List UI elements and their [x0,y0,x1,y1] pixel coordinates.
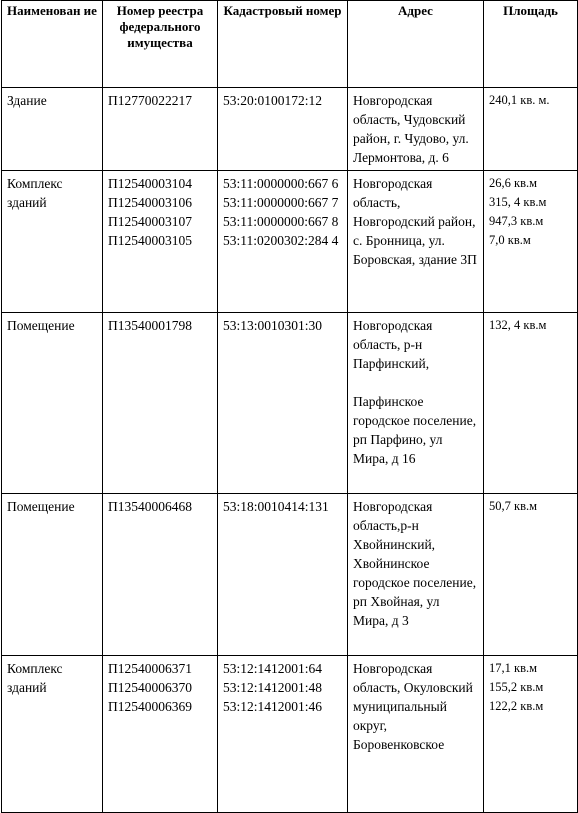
cell-cadastral [218,171,348,313]
area-value: 122,2 кв.м [489,699,544,713]
address-text: Новгородская область,р-н Хвойнинский, Хвойнинское городское поселение, рп Хвойная, ул Мира, д 3 [353,499,477,628]
header-row [2,1,578,88]
cell-address [348,171,484,313]
table-row [2,494,578,656]
address-text: Новгородская область, Чудовский район, г. Чудово, ул. Лермонтова, д. 6 [353,93,469,165]
table-row [2,88,578,171]
cadastral-number: 53:12:1412001:46 [223,699,323,714]
header-address: Адрес [348,1,484,88]
header-registry-number: Номер реестра федерального имущества [103,1,218,88]
table-row [2,656,578,813]
registry-number: П12540006369 [108,699,192,714]
header-cadastral-number: Кадастровый номер [218,1,348,88]
cadastral-number: 53:11:0200302:284 4 [223,233,339,248]
cell-name: Комплекс зданий [2,171,103,313]
area-value: 947,3 кв.м [489,214,544,228]
cell-area [484,313,578,494]
registry-number: П12540003104 [108,176,192,191]
cell-name: Помещение [2,313,103,494]
address-text: Новгородская область, р-н Парфинский, [353,318,433,371]
cell-area [484,171,578,313]
area-value: 26,6 кв.м [489,176,538,190]
area-value: 240,1 кв. м. [489,93,550,107]
cell-name: Здание [2,88,103,171]
registry-number: П12540003105 [108,233,192,248]
cell-registry [103,171,218,313]
area-value: 50,7 кв.м [489,499,538,513]
property-table [1,0,578,813]
registry-number: П13540006468 [108,499,192,514]
cell-registry [103,313,218,494]
cell-cadastral [218,656,348,813]
address-text: Парфинское городское поселение, рп Парфино, ул Мира, д 16 [353,394,477,466]
cell-area [484,88,578,171]
cell-registry [103,494,218,656]
registry-number: П12770022217 [108,93,192,108]
cadastral-number: 53:12:1412001:64 [223,661,323,676]
address-text: Новгородская область, Новгородский район, с. Бронница, ул. Боровская, здание 3П [353,176,477,267]
cell-name: Комплекс зданий [2,656,103,813]
registry-number: П13540001798 [108,318,192,333]
area-value: 7,0 кв.м [489,233,531,247]
cadastral-number: 53:11:0000000:667 6 [223,176,339,191]
cell-area [484,656,578,813]
header-name: Наименован ие [2,1,103,88]
table-row [2,313,578,494]
area-value: 17,1 кв.м [489,661,538,675]
cadastral-number: 53:18:0010414:131 [223,499,329,514]
registry-number: П12540003107 [108,214,192,229]
cell-address [348,88,484,171]
area-value: 155,2 кв.м [489,680,544,694]
cell-registry [103,88,218,171]
cell-address [348,656,484,813]
header-area: Площадь [484,1,578,88]
cell-cadastral [218,494,348,656]
area-value: 315, 4 кв.м [489,195,547,209]
table-row [2,171,578,313]
cell-name: Помещение [2,494,103,656]
cadastral-number: 53:13:0010301:30 [223,318,323,333]
paragraph-gap [353,373,478,392]
address-text: Новгородская область, Окуловский муниципальный округ, Боровенковское [353,661,473,752]
cell-area [484,494,578,656]
registry-number: П12540006371 [108,661,192,676]
cadastral-number: 53:20:0100172:12 [223,93,323,108]
cell-cadastral [218,88,348,171]
cell-address [348,494,484,656]
cadastral-number: 53:11:0000000:667 7 [223,195,339,210]
cell-cadastral [218,313,348,494]
cadastral-number: 53:12:1412001:48 [223,680,323,695]
registry-number: П12540003106 [108,195,192,210]
cell-address [348,313,484,494]
registry-number: П12540006370 [108,680,192,695]
area-value: 132, 4 кв.м [489,318,547,332]
cell-registry [103,656,218,813]
cadastral-number: 53:11:0000000:667 8 [223,214,339,229]
